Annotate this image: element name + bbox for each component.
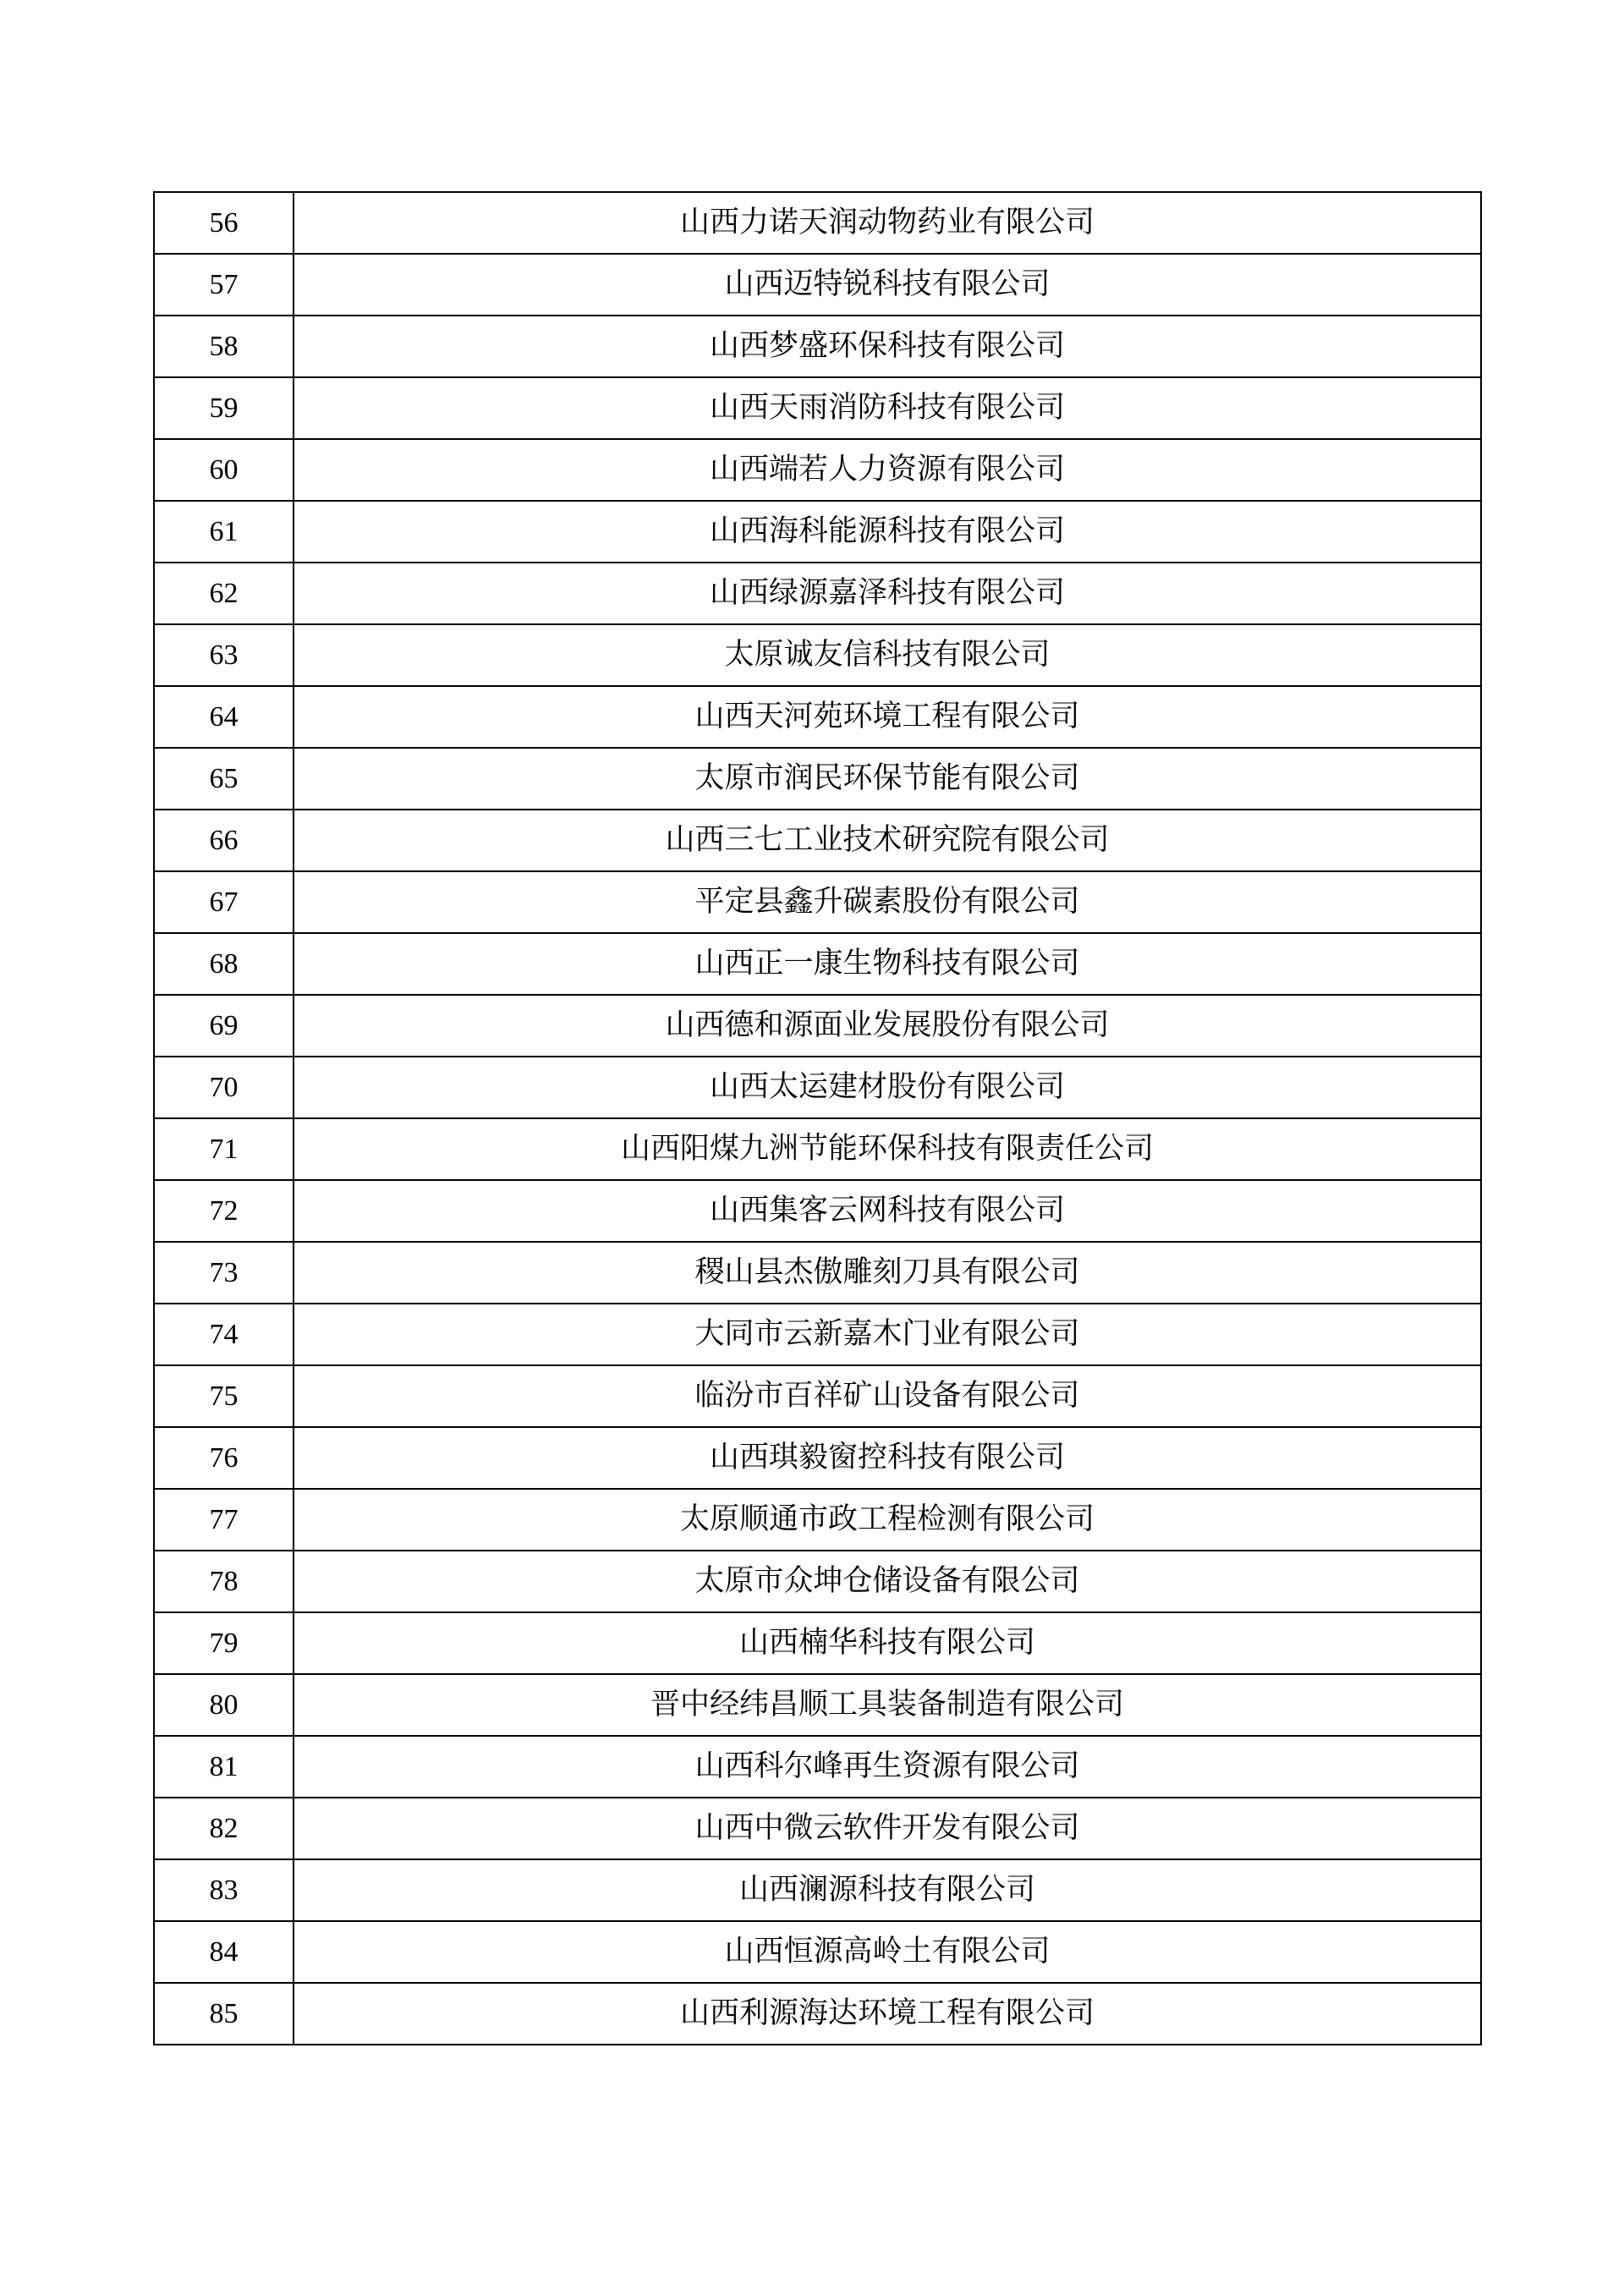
- company-name-cell: 山西琪毅窗控科技有限公司: [294, 1427, 1481, 1489]
- table-row: [154, 563, 1481, 624]
- row-number-cell: 59: [154, 377, 294, 439]
- table-row: [154, 1242, 1481, 1304]
- table-row: [154, 192, 1481, 254]
- row-number-cell: 74: [154, 1304, 294, 1365]
- table-row: [154, 1118, 1481, 1180]
- company-name-cell: 山西三七工业技术研究院有限公司: [294, 810, 1481, 871]
- table-row: [154, 501, 1481, 563]
- row-number-cell: 61: [154, 501, 294, 563]
- table-row: [154, 1674, 1481, 1736]
- row-number-cell: 83: [154, 1859, 294, 1921]
- row-number-cell: 63: [154, 624, 294, 686]
- table-row: [154, 1489, 1481, 1551]
- row-number-cell: 58: [154, 316, 294, 377]
- row-number-cell: 66: [154, 810, 294, 871]
- table-row: [154, 810, 1481, 871]
- company-name-cell: 山西力诺天润动物药业有限公司: [294, 192, 1481, 254]
- company-name-cell: 稷山县杰傲雕刻刀具有限公司: [294, 1242, 1481, 1304]
- table-row: [154, 1551, 1481, 1612]
- row-number-cell: 56: [154, 192, 294, 254]
- table-row: [154, 748, 1481, 810]
- company-name-cell: 临汾市百祥矿山设备有限公司: [294, 1365, 1481, 1427]
- row-number-cell: 73: [154, 1242, 294, 1304]
- table-row: [154, 1057, 1481, 1118]
- company-name-cell: 山西科尔峰再生资源有限公司: [294, 1736, 1481, 1798]
- company-name-cell: 太原顺通市政工程检测有限公司: [294, 1489, 1481, 1551]
- company-name-cell: 山西梦盛环保科技有限公司: [294, 316, 1481, 377]
- table-row: [154, 686, 1481, 748]
- row-number-cell: 84: [154, 1921, 294, 1983]
- row-number-cell: 57: [154, 254, 294, 316]
- company-name-cell: 山西德和源面业发展股份有限公司: [294, 995, 1481, 1057]
- row-number-cell: 75: [154, 1365, 294, 1427]
- company-name-cell: 太原市润民环保节能有限公司: [294, 748, 1481, 810]
- table-row: [154, 624, 1481, 686]
- table-row: [154, 1427, 1481, 1489]
- company-name-cell: 山西迈特锐科技有限公司: [294, 254, 1481, 316]
- row-number-cell: 62: [154, 563, 294, 624]
- table-row: [154, 1798, 1481, 1859]
- company-name-cell: 山西楠华科技有限公司: [294, 1612, 1481, 1674]
- table-row: [154, 254, 1481, 316]
- row-number-cell: 85: [154, 1983, 294, 2045]
- company-name-cell: 山西中微云软件开发有限公司: [294, 1798, 1481, 1859]
- company-name-cell: 大同市云新嘉木门业有限公司: [294, 1304, 1481, 1365]
- company-name-cell: 山西天河苑环境工程有限公司: [294, 686, 1481, 748]
- row-number-cell: 82: [154, 1798, 294, 1859]
- table-row: [154, 1612, 1481, 1674]
- company-list-table: [153, 191, 1482, 2045]
- table-row: [154, 1365, 1481, 1427]
- table-row: [154, 933, 1481, 995]
- row-number-cell: 71: [154, 1118, 294, 1180]
- row-number-cell: 80: [154, 1674, 294, 1736]
- company-name-cell: 山西利源海达环境工程有限公司: [294, 1983, 1481, 2045]
- row-number-cell: 78: [154, 1551, 294, 1612]
- table-row: [154, 377, 1481, 439]
- row-number-cell: 81: [154, 1736, 294, 1798]
- table-row: [154, 1921, 1481, 1983]
- company-list-body: [154, 192, 1481, 2045]
- company-name-cell: 山西恒源高岭土有限公司: [294, 1921, 1481, 1983]
- row-number-cell: 65: [154, 748, 294, 810]
- company-name-cell: 山西海科能源科技有限公司: [294, 501, 1481, 563]
- company-name-cell: 山西正一康生物科技有限公司: [294, 933, 1481, 995]
- table-row: [154, 1304, 1481, 1365]
- company-name-cell: 山西阳煤九洲节能环保科技有限责任公司: [294, 1118, 1481, 1180]
- row-number-cell: 79: [154, 1612, 294, 1674]
- row-number-cell: 60: [154, 439, 294, 501]
- company-name-cell: 山西太运建材股份有限公司: [294, 1057, 1481, 1118]
- row-number-cell: 67: [154, 871, 294, 933]
- row-number-cell: 77: [154, 1489, 294, 1551]
- table-row: [154, 1859, 1481, 1921]
- company-name-cell: 晋中经纬昌顺工具装备制造有限公司: [294, 1674, 1481, 1736]
- company-name-cell: 山西绿源嘉泽科技有限公司: [294, 563, 1481, 624]
- company-name-cell: 山西端若人力资源有限公司: [294, 439, 1481, 501]
- table-row: [154, 1983, 1481, 2045]
- table-row: [154, 871, 1481, 933]
- row-number-cell: 69: [154, 995, 294, 1057]
- table-row: [154, 1736, 1481, 1798]
- table-row: [154, 995, 1481, 1057]
- company-name-cell: 太原市众坤仓储设备有限公司: [294, 1551, 1481, 1612]
- row-number-cell: 72: [154, 1180, 294, 1242]
- company-name-cell: 山西天雨消防科技有限公司: [294, 377, 1481, 439]
- table-row: [154, 439, 1481, 501]
- table-row: [154, 316, 1481, 377]
- row-number-cell: 68: [154, 933, 294, 995]
- row-number-cell: 76: [154, 1427, 294, 1489]
- company-name-cell: 平定县鑫升碳素股份有限公司: [294, 871, 1481, 933]
- company-name-cell: 山西澜源科技有限公司: [294, 1859, 1481, 1921]
- table-row: [154, 1180, 1481, 1242]
- company-name-cell: 太原诚友信科技有限公司: [294, 624, 1481, 686]
- company-name-cell: 山西集客云网科技有限公司: [294, 1180, 1481, 1242]
- row-number-cell: 70: [154, 1057, 294, 1118]
- row-number-cell: 64: [154, 686, 294, 748]
